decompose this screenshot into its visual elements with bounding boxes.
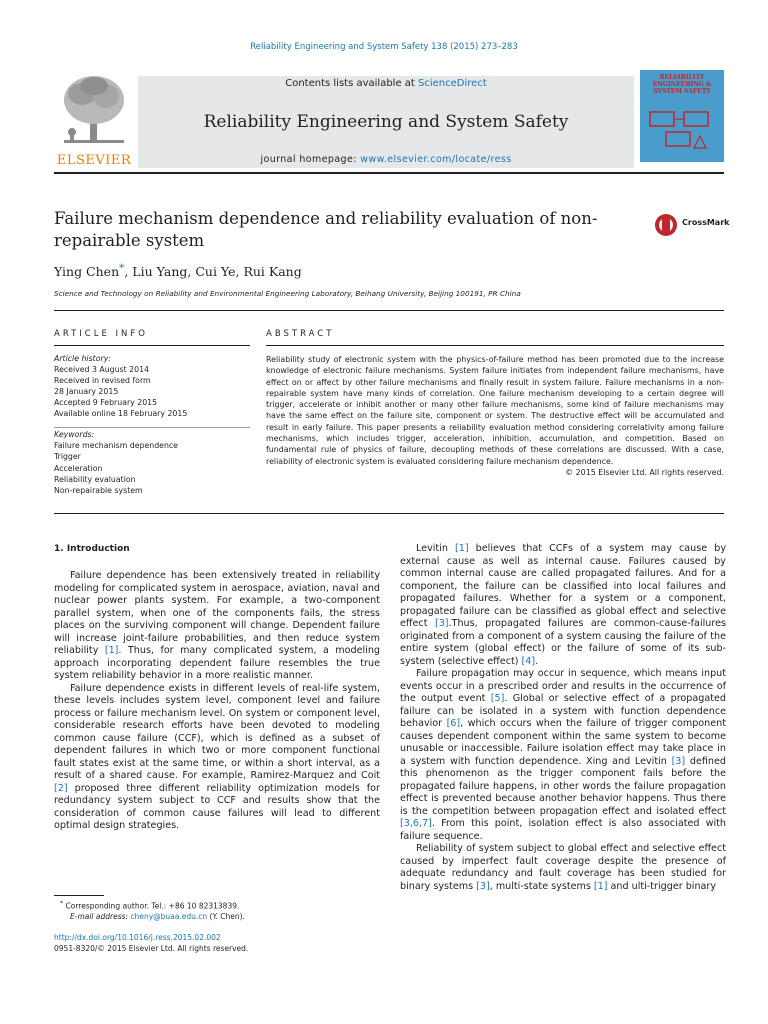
citation-link[interactable]: [3] [476, 880, 490, 892]
footnote-mark: * [60, 900, 64, 907]
corresponding-author-mark[interactable]: * [119, 262, 125, 274]
abstract-heading: ABSTRACT [266, 329, 335, 339]
abstract-body: Reliability study of electronic system with the physics-of-failure method has been promoted due to the increase knowledge of electronic failure mechanisms. System failure initiates from independent failure mechanisms, have effect on or affect by other failure mechanisms and finally result in system failure. Failure mechanisms in a non-repairable system have many kinds of correlation. One failure mechanism developing to a certain degree will trigger, accelerate or inhibit another or many other failure mechanisms, some kind of failure mechanisms may have the same effect on the failure site, component or system. The destructive effect will be accumulated and result in early failure. This paper presents a reliability evaluation method considering correlativity among failure mechanisms, which includes trigger, acceleration, inhibition, accumulation, and competition. Based on fundamental rule of physics of failure, decoupling methods of these correlations are discussed. With a case, reliability of electronic system is evaluated considering failure mechanism dependence. [266, 355, 724, 466]
history-item: 28 January 2015 [54, 386, 119, 396]
homepage-prefix: journal homepage: [260, 154, 357, 165]
abstract [266, 354, 724, 478]
body-text: . From this point, isolation effect is also associated with failure sequence. [400, 818, 726, 842]
body-text: defined this phenomenon as the trigger component fails before the propagated failure happens, in other words the failure propagation effect is prevented because another behavior happens. Thus there is the competition between propagation effect and isolated effect [400, 755, 726, 817]
article-history [54, 354, 250, 419]
citation-link[interactable]: [6] [446, 718, 461, 729]
author-name: Liu Yang [132, 264, 188, 280]
article-title: Failure mechanism dependence and reliability evaluation of non-repairable system [54, 209, 598, 250]
masthead-rule [54, 172, 724, 174]
tree-icon [54, 70, 134, 150]
masthead-band [138, 76, 634, 168]
citation-link[interactable]: [3] [671, 755, 686, 767]
body-text: Failure dependence exists in different levels of real-life system, these levels includes system level, component level and failure process or failure mechanism level. On system or component level, considerable research efforts have been devoted to modeling common cause failure (CCF), which is defined as a subset of dependent failures in which two or more component functional fault states exist at the same time, or within a short interval, as a result of a shared cause. For example, Ramirez-Marquez and Coit [54, 682, 380, 781]
body-text: . Thus, for many complicated system, a modeling approach incorporating dependent failure resembles the true system reliability behavior in a more realistic manner. [54, 645, 381, 681]
crossmark-label: CrossMark [682, 218, 730, 227]
keyword: Non-repairable system [54, 486, 143, 496]
citation-link[interactable]: [3,6,7] [400, 818, 432, 829]
body-text: and ulti-trigger binary [607, 880, 717, 892]
email-link[interactable]: cheny@buaa.edu.cn [130, 912, 208, 921]
abstract-rule [266, 345, 724, 346]
left-column [54, 570, 380, 833]
article-footer [54, 933, 380, 954]
keyword: Failure mechanism dependence [54, 441, 178, 451]
body-paragraph [400, 668, 726, 843]
keyword: Trigger [54, 452, 81, 462]
author-list: Ying Chen*, Liu Yang, Cui Ye, Rui Kang [54, 262, 302, 280]
author-name: Rui Kang [243, 264, 302, 280]
footnote-rule [54, 895, 104, 896]
citation-link[interactable]: [1] [455, 543, 469, 554]
history-item: Available online 18 February 2015 [54, 408, 188, 418]
citation-link[interactable]: [3] [434, 618, 449, 629]
footnote [54, 899, 380, 923]
email-line [54, 912, 380, 923]
journal-title: Reliability Engineering and System Safety [203, 112, 569, 132]
keywords-rule [54, 427, 250, 428]
corresponding-text: Corresponding author. Tel.: +86 10 82313839. [65, 901, 240, 911]
citation-link[interactable]: [4] [521, 655, 536, 667]
body-text: .Thus, propagated failures are common-cause-failures originated from a component of a system causing the failure of the entire system (global effect) or the failure of some of its sub-system (selective effect) [400, 618, 726, 667]
email-label: E-mail address: [70, 912, 129, 921]
citation-link[interactable]: [1] [593, 880, 608, 892]
email-suffix: (Y. Chen). [209, 912, 245, 921]
author-name: Ying Chen [54, 264, 120, 280]
cover-title: RELIABILITY ENGINEERING & SYSTEM SAFETY [652, 74, 712, 95]
contents-line [138, 78, 634, 89]
body-text: , which occurs when the failure of trigger component causes dependent component within the same system to become unusable or inaccessible. Failure isolation effect may take place in a system with function dependence. Xing and Levitin [400, 718, 726, 767]
body-text: . Global or selective effect of a propagated failure can be isolated in a system with function dependence behavior [400, 693, 726, 729]
history-item: Received 3 August 2014 [54, 364, 149, 374]
body-text: Reliability of system subject to global effect and selective effect caused by imperfect fault coverage despite the presence of adequate redundancy and fault coverage has been studied for binary systems [400, 843, 726, 892]
body-text: proposed three different reliability optimization models for redundancy system subject to CCF and results show that the consideration of common cause failures will lead to different optimal design strategies. [54, 782, 380, 831]
keyword: Acceleration [54, 463, 103, 473]
corresponding-author-note [54, 899, 380, 912]
body-paragraph [54, 570, 380, 683]
article-info-rule [54, 345, 250, 346]
crossmark-icon [654, 212, 678, 238]
crossmark-badge[interactable] [654, 212, 734, 238]
sciencedirect-link[interactable]: ScienceDirect [418, 78, 487, 89]
history-item: Accepted 9 February 2015 [54, 397, 158, 407]
homepage-line [138, 154, 634, 165]
keywords-list [54, 429, 250, 496]
history-label: Article history: [54, 354, 111, 363]
cover-diagram-icon [640, 70, 724, 162]
body-paragraph [54, 683, 380, 833]
section-rule [54, 310, 724, 311]
body-text: Failure propagation may occur in sequence, which means input events occur in a prescribed order and results in the occurrence of the output event [400, 668, 726, 704]
body-text: Levitin [416, 543, 455, 554]
body-paragraph [400, 843, 726, 893]
article-info-heading: ARTICLE INFO [54, 329, 148, 339]
journal-cover[interactable] [640, 70, 724, 162]
right-column [400, 543, 726, 893]
elsevier-logo [54, 70, 134, 168]
journal-citation[interactable]: Reliability Engineering and System Safety 138 (2015) 273–283 [250, 42, 518, 52]
citation-link[interactable]: [5] [490, 693, 505, 704]
abstract-copyright: © 2015 Elsevier Ltd. All rights reserved. [565, 467, 724, 477]
body-text: , multi-state systems [489, 880, 594, 892]
history-item: Received in revised form [54, 375, 151, 385]
body-text: Failure dependence has been extensively treated in reliability modeling for complicated system in aerospace, aviation, naval and nuclear power plants system. For example, a two-component parallel system, when one of the components fails, the stress places on the surviving component will change. Dependent failure will increase joint-failure probabilities, and then reduce system reliability [54, 570, 380, 656]
keywords-label: Keywords: [54, 430, 95, 439]
body-text: believes that CCFs of a system may cause by external cause as well as internal cause. Failures caused by common internal cause are called propagated failures. And for a component, the failure can be classified into local failures and propagated failures. Whether for a system or a component, propagated failure can be classified as global effect and selective effect [400, 543, 726, 629]
section-heading-introduction: 1. Introduction [54, 544, 130, 554]
citation-link[interactable]: [2] [54, 782, 68, 794]
affiliation: Science and Technology on Reliability and Environmental Engineering Laboratory, Beihang University, Beijing 100191, PR China [54, 289, 521, 298]
body-text: . [535, 655, 539, 667]
author-name: Cui Ye [195, 264, 236, 280]
citation-link[interactable]: [1] [104, 645, 119, 656]
section-rule [54, 513, 724, 514]
issn-copyright: 0951-8320/© 2015 Elsevier Ltd. All rights reserved. [54, 943, 249, 953]
contents-prefix: Contents lists available at [285, 78, 415, 89]
doi-link[interactable]: http://dx.doi.org/10.1016/j.ress.2015.02.002 [54, 933, 221, 942]
body-paragraph [400, 543, 726, 668]
journal-masthead [54, 70, 724, 168]
homepage-link[interactable]: www.elsevier.com/locate/ress [360, 154, 512, 165]
keyword: Reliability evaluation [54, 474, 136, 484]
publisher-name: ELSEVIER [56, 153, 132, 168]
